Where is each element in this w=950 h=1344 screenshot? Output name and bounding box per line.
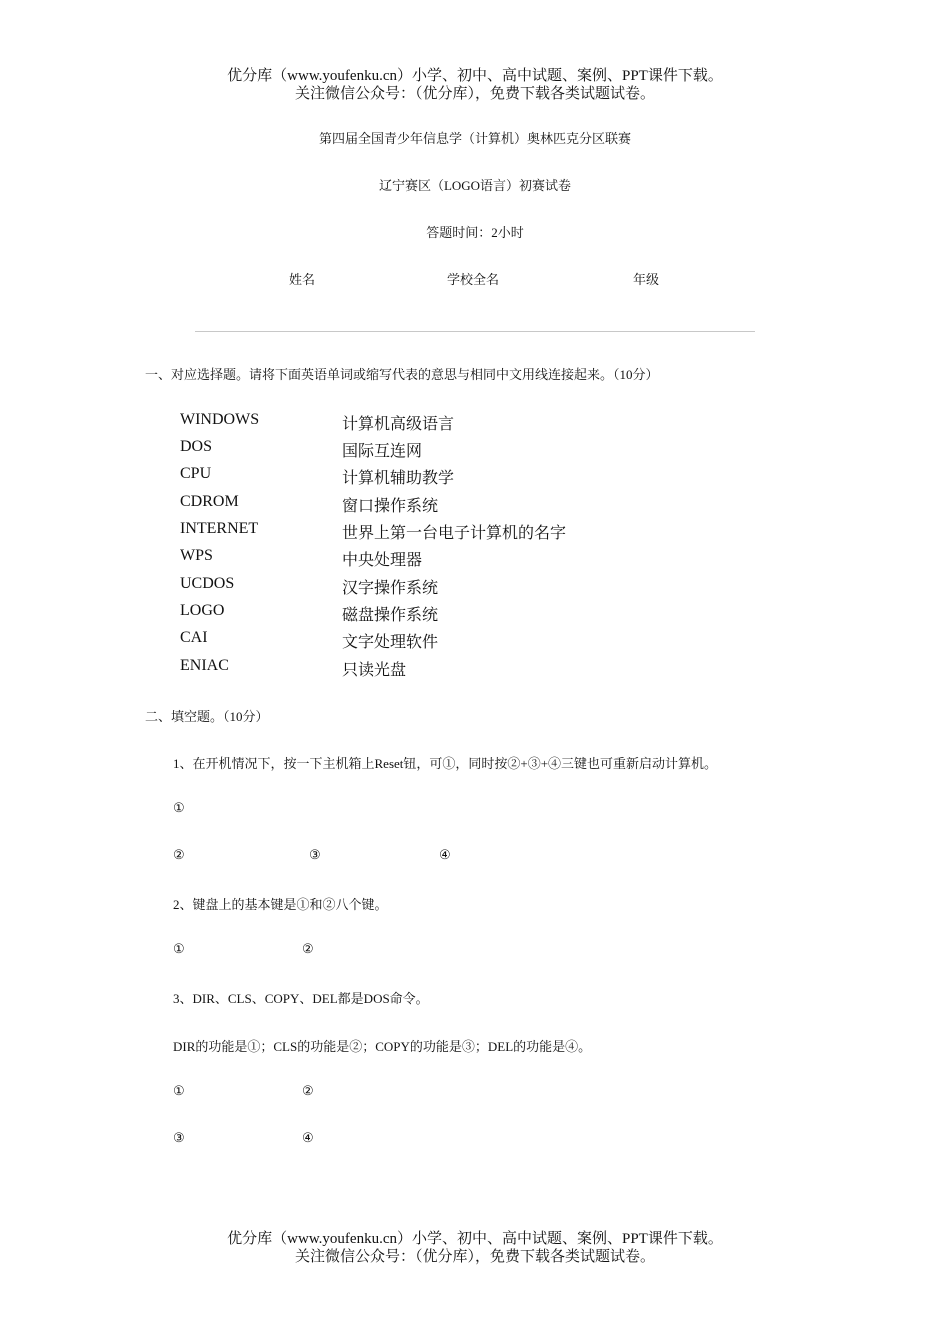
q3-blank-2: ②	[302, 1083, 314, 1098]
meaning-item: 文字处理软件	[342, 634, 439, 651]
q1-blank-2: ②	[173, 847, 185, 862]
q3-blank-4: ④	[302, 1130, 314, 1145]
term-item: DOS	[180, 438, 213, 455]
footer-banner-line1: 优分库（www.youfenku.cn）小学、初中、高中试题、案例、PPT课件下载。	[227, 1231, 723, 1247]
grade-field-label: 年级	[633, 272, 660, 287]
q1-blank-4: ④	[439, 847, 451, 862]
meaning-item: 世界上第一台电子计算机的名字	[342, 525, 567, 542]
section1-heading: 一、对应选择题。请将下面英语单词或缩写代表的意思与相同中文用线连接起来。（10分）	[145, 367, 659, 382]
meaning-item: 计算机高级语言	[342, 416, 455, 433]
meaning-item: 汉字操作系统	[342, 580, 439, 597]
contest-title: 第四届全国青少年信息学（计算机）奥林匹克分区联赛	[318, 131, 631, 146]
question-2-text: 2、键盘上的基本键是①和②八个键。	[173, 897, 388, 912]
name-field-label: 姓名	[289, 272, 316, 287]
divider-line	[195, 331, 755, 332]
meaning-item: 中央处理器	[342, 552, 423, 569]
term-item: CAI	[180, 629, 208, 646]
q1-blank-1: ①	[173, 800, 185, 815]
question-1-text: 1、在开机情况下，按一下主机箱上Reset钮，可①，同时按②+③+④三键也可重新启动计算机。	[173, 756, 718, 771]
term-item: UCDOS	[180, 575, 235, 592]
question-3-text: 3、DIR、CLS、COPY、DEL都是DOS命令。	[173, 991, 429, 1006]
header-banner-line1: 优分库（www.youfenku.cn）小学、初中、高中试题、案例、PPT课件下载。	[227, 68, 723, 84]
meaning-item: 窗口操作系统	[342, 498, 439, 515]
q2-blank-1: ①	[173, 941, 185, 956]
term-item: WINDOWS	[180, 411, 260, 428]
term-item: INTERNET	[180, 520, 259, 537]
header-banner-line2: 关注微信公众号：（优分库），免费下载各类试题试卷。	[294, 86, 655, 102]
exam-duration: 答题时间：2小时	[426, 225, 524, 240]
section2-heading: 二、填空题。（10分）	[145, 709, 269, 724]
paper-title: 辽宁赛区（LOGO语言）初赛试卷	[378, 178, 572, 193]
q2-blank-2: ②	[302, 941, 314, 956]
term-item: WPS	[180, 547, 213, 564]
term-item: LOGO	[180, 602, 225, 619]
footer-banner-line2: 关注微信公众号：（优分库），免费下载各类试题试卷。	[294, 1249, 655, 1265]
term-item: CDROM	[180, 493, 239, 510]
meaning-item: 只读光盘	[342, 662, 407, 679]
term-item: CPU	[180, 465, 212, 482]
term-item: ENIAC	[180, 657, 229, 674]
q1-blank-3: ③	[309, 847, 321, 862]
q3-blank-1: ①	[173, 1083, 185, 1098]
school-field-label: 学校全名	[447, 272, 500, 287]
q3-blank-3: ③	[173, 1130, 185, 1145]
meaning-item: 磁盘操作系统	[342, 607, 439, 624]
question-3-detail: DIR的功能是①；CLS的功能是②；COPY的功能是③；DEL的功能是④。	[173, 1039, 592, 1054]
meaning-item: 国际互连网	[342, 443, 423, 460]
meaning-item: 计算机辅助教学	[342, 470, 455, 487]
